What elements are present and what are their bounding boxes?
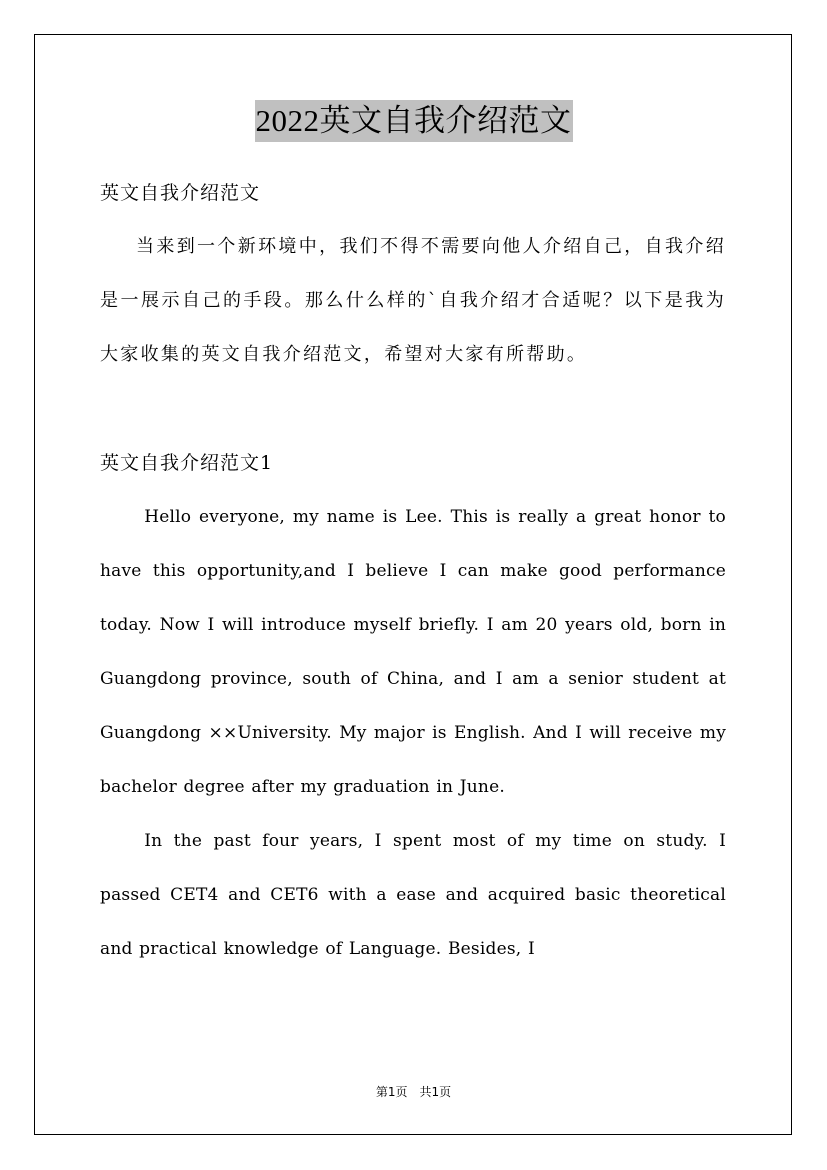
section-title: 英文自我介绍范文1	[100, 452, 274, 474]
intro-paragraph: 当来到一个新环境中，我们不得不需要向他人介绍自己，自我介绍是一展示自己的手段。那么什么样的`自我介绍才合适呢？以下是我为大家收集的英文自我介绍范文，希望对大家有所帮助。	[100, 236, 726, 365]
paragraph-gap	[100, 382, 726, 436]
page-footer	[0, 1083, 827, 1101]
body-paragraph-2: In the past four years, I spent most of my time on study. I passed CET4 and CET6 with a ease and acquired basic theoretical and practical knowledge of Language. Besides, I	[100, 831, 726, 959]
body-paragraph-1: Hello everyone, my name is Lee. This is really a great honor to have this opportunity,and I believe I can make good performance today. Now I will introduce myself briefly. I am 20 years old, born in Guangdong province, south of China, and I am a senior student at Guangdong ××University. My major is English. And I will receive my bachelor degree after my graduation in June.	[100, 507, 726, 797]
document-body	[100, 166, 726, 976]
title-container	[0, 100, 827, 142]
subheading: 英文自我介绍范文	[100, 182, 261, 204]
page-total: 共1页	[419, 1085, 452, 1099]
document-title: 2022英文自我介绍范文	[255, 100, 573, 142]
page-number: 第1页	[375, 1085, 408, 1099]
